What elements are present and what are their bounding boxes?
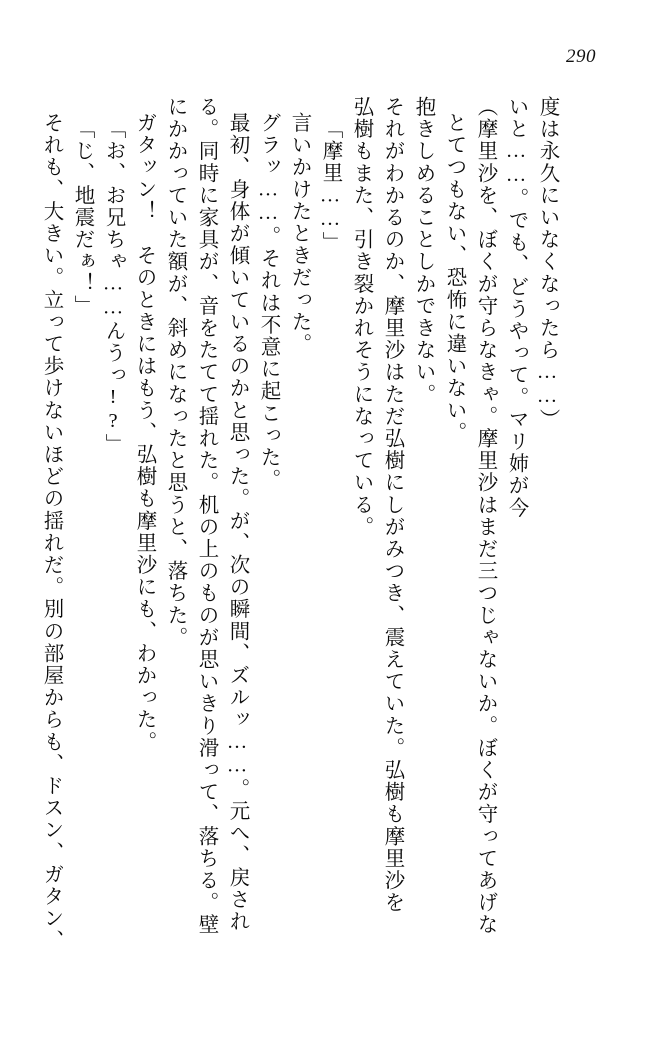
text-column: グラッ……。それは不意に起こった。 <box>257 112 279 491</box>
text-column: ガタッン！ そのときにはもう、弘樹も摩里沙にも、わかった。 <box>133 112 155 753</box>
vertical-text-body <box>30 96 620 1016</box>
text-column: とてつもない、恐怖に違いない。 <box>443 112 465 444</box>
text-column: 「摩里……」 <box>319 118 341 254</box>
text-column: 「お、お兄ちゃ……んうっ!?」 <box>102 118 124 456</box>
text-column: にかかっていた額が、斜めになったと思うと、落ちた。 <box>164 96 186 649</box>
text-column: （摩里沙を、ぼくが守らなきゃ。摩里沙はまだ三つじゃないか。ぼくが守ってあげな <box>474 96 496 936</box>
text-column: 「じ、地震だぁ！」 <box>71 118 93 317</box>
page-number: 290 <box>566 46 596 67</box>
text-column: 最初、身体が傾いているのかと思った。が、次の瞬間、ズルッ……。元へ、戻され <box>226 112 248 933</box>
text-column: それも、大きい。立って歩けないほどの揺れだ。別の部屋からも、ドスン、ガタン、 <box>40 112 62 952</box>
text-column: 弘樹もまた、引き裂かれそうになっている。 <box>350 96 372 538</box>
text-column: いと……。でも、どうやって。マリ姉が今 <box>505 96 527 519</box>
text-column: 言いかけたときだった。 <box>288 112 310 356</box>
text-column: 抱きしめることしかできない。 <box>412 96 434 406</box>
text-column: それがわかるのか、摩里沙はただ弘樹にしがみつき、震えていた。弘樹も摩里沙を <box>381 96 403 914</box>
text-column: る。同時に家具が、音をたてて揺れた。机の上のものが思いきり滑って、落ちる。壁 <box>195 96 217 936</box>
text-column: 度は永久にいなくなったら……） <box>536 96 558 431</box>
